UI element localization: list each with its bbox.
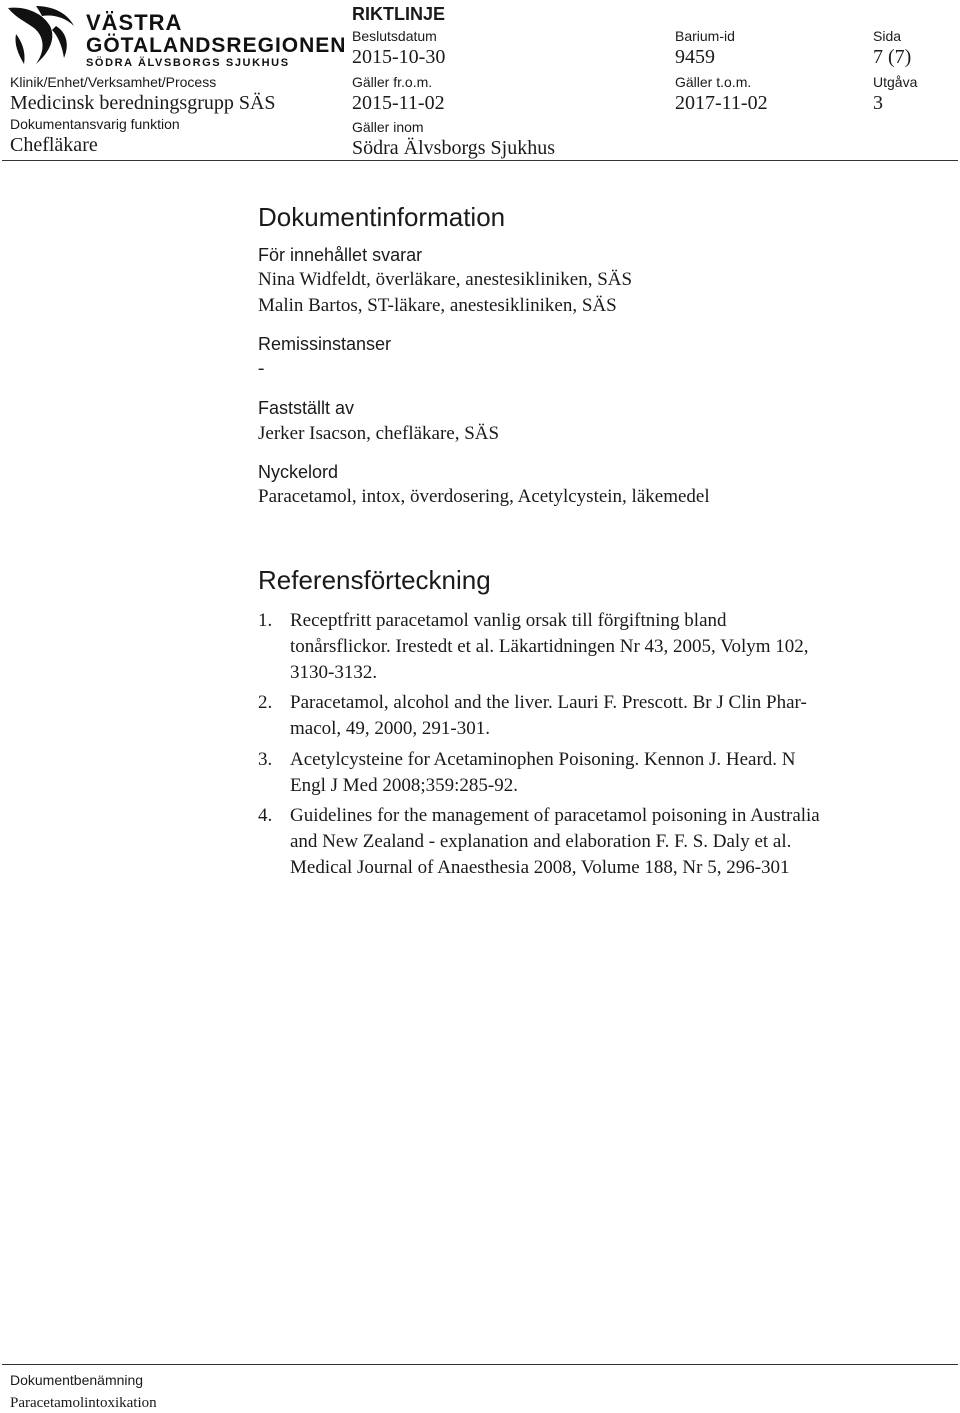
reference-number: 3. (258, 749, 273, 770)
unit-label: Klinik/Enhet/Verksamhet/Process (10, 74, 217, 90)
reference-line: tonårsflickor. Irestedt et al. Läkartidningen Nr 43, 2005, Volym 102, (290, 636, 809, 657)
header-divider (2, 160, 958, 161)
reference-line: Guidelines for the management of paracetamol poisoning in Australia (290, 805, 820, 826)
reference-line: and New Zealand - explanation and elaboration F. F. S. Daly et al. (290, 831, 792, 852)
reference-line: 3130-3132. (290, 662, 378, 683)
doc-type: RIKTLINJE (352, 4, 446, 24)
reference-line: Medical Journal of Anaesthesia 2008, Volume 188, Nr 5, 296-301 (290, 857, 790, 878)
scope-label: Gäller inom (352, 119, 424, 135)
content-person: Nina Widfeldt, överläkare, anestesikliniken, SÄS (258, 269, 633, 290)
barium-id-label: Barium-id (675, 28, 735, 44)
references-title: Referensförteckning (258, 565, 491, 595)
remiss-label: Remissinstanser (258, 334, 392, 354)
responsible-value: Chefläkare (10, 134, 98, 156)
organization-logo (6, 4, 347, 70)
valid-to-value: 2017-11-02 (675, 92, 768, 114)
doc-name-label: Dokumentbenämning (10, 1372, 144, 1388)
reference-line: Acetylcysteine for Acetaminophen Poisoning. Kennon J. Heard. N (290, 749, 796, 770)
reference-number: 2. (258, 692, 273, 713)
utgava-label: Utgåva (873, 74, 918, 90)
barium-id-value: 9459 (675, 46, 715, 68)
content-person: Malin Bartos, ST-läkare, anestesikliniken, SÄS (258, 295, 617, 316)
reference-line: Receptfritt paracetamol vanlig orsak till förgiftning bland (290, 610, 727, 631)
keywords-label: Nyckelord (258, 462, 339, 482)
valid-from-value: 2015-11-02 (352, 92, 445, 114)
unit-value: Medicinsk beredningsgrupp SÄS (10, 92, 276, 114)
reference-line: Paracetamol, alcohol and the liver. Lauri F. Prescott. Br J Clin Phar- (290, 692, 807, 713)
reference-item (258, 747, 908, 799)
reference-number: 1. (258, 610, 273, 631)
content-responsible-label: För innehållet svarar (258, 245, 423, 265)
established-value: Jerker Isacson, chefläkare, SÄS (258, 423, 500, 444)
utgava-value: 3 (873, 92, 883, 114)
sida-label: Sida (873, 28, 902, 44)
reference-line: macol, 49, 2000, 291-301. (290, 718, 491, 739)
keywords-value: Paracetamol, intox, överdosering, Acetylcystein, läkemedel (258, 486, 710, 507)
logo-line-2: GÖTALANDSREGIONEN (86, 34, 347, 57)
doc-info-title: Dokumentinformation (258, 202, 506, 232)
valid-from-label: Gäller fr.o.m. (352, 74, 433, 90)
reference-line: Engl J Med 2008;359:285-92. (290, 775, 518, 796)
valid-to-label: Gäller t.o.m. (675, 74, 752, 90)
footer-divider (2, 1364, 958, 1365)
reference-item (258, 608, 908, 686)
reference-item (258, 803, 908, 881)
beslutsdatum-value: 2015-10-30 (352, 46, 446, 68)
region-emblem-icon (6, 4, 78, 68)
sida-value: 7 (7) (873, 46, 912, 68)
logo-line-3: SÖDRA ÄLVSBORGS SJUKHUS (86, 57, 290, 69)
scope-value: Södra Älvsborgs Sjukhus (352, 137, 555, 159)
reference-number: 4. (258, 805, 273, 826)
doc-name-value: Paracetamolintoxikation (10, 1395, 157, 1411)
reference-item (258, 690, 908, 742)
responsible-label: Dokumentansvarig funktion (10, 116, 180, 132)
logo-line-1: VÄSTRA (86, 10, 183, 35)
established-label: Fastställt av (258, 398, 355, 418)
remiss-value: - (258, 358, 265, 379)
beslutsdatum-label: Beslutsdatum (352, 28, 437, 44)
